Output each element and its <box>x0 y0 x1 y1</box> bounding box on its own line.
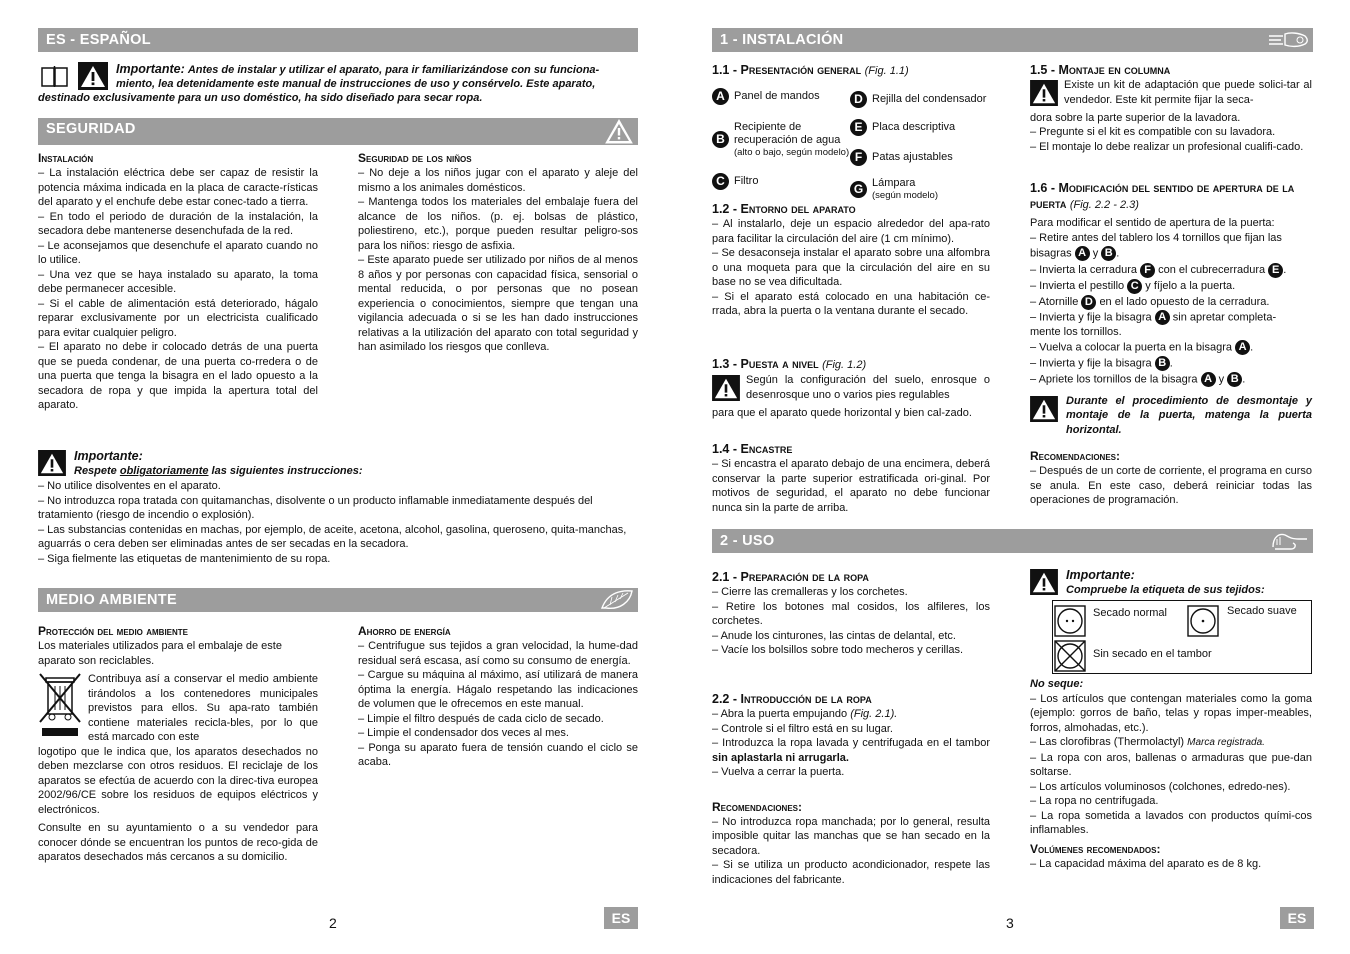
warning-icon <box>38 450 66 481</box>
importante-underlined: obligatoriamente <box>119 465 209 477</box>
part-letter: E <box>850 119 867 136</box>
letter-a: A <box>1235 340 1250 355</box>
header-instalacion <box>712 28 1313 52</box>
rec2-title: Recomendaciones: <box>712 799 803 814</box>
vol-title: Volúmenes recomendados: <box>1030 841 1161 856</box>
proteccion-p1: Los materiales utilizados para el embalaje de este aparato son reciclables. <box>38 640 282 667</box>
leaf-icon <box>600 588 634 620</box>
s16-line: sin apretar completa- <box>1172 311 1277 324</box>
section-1-6: 1.6 - Modificación del sentido de apertura de la puerta (Fig. 2.2 - 2.3) Para modificar el sentido de apertura de la puerta: – Retire antes del tablero los 4 tornillos que fijan las bisagras A y B . – Invierta la cerradura F con el cubrecerradura E . – Invierta el pestillo C y fíjelo a la puerta. – Atornille D en el lado opuesto de la cerradura. – Invierta y fije la bisagra A sin apretar completa- mente los tornillos. – Vuelva a colocar la puerta en la bisagra A . – Invierta y fije la bisagra B . – Apriete los tornillos de la bisagra A y B . Durante el procedimiento de desmontaje y montaje de la puerta, matenga la puerta horizontal. Recomendaciones: – Después de un corte de corriente, el programa en curso se anula. En este caso, deberá reiniciar todas las operaciones de programación. <box>1030 181 1312 507</box>
ninos-column <box>358 151 638 355</box>
rec2-item: – Si se utiliza un producto acondicionador, respete las indicaciones del fabricante. <box>712 859 990 886</box>
noseque-item: – Los artículos que contengan materiales como la goma (ejemplo: gorros de baño, telas y ropas imper-meables, forros, almohadas, etc.). <box>1030 692 1312 734</box>
part-row <box>850 86 986 112</box>
s22-title: Introducción de la ropa <box>740 692 872 706</box>
section-1-1 <box>712 62 992 79</box>
intro-text2: miento, lea detenidamente este manual de instrucciones de uso y consérvelo. Este aparato, <box>116 78 596 90</box>
importante-pre: Respete <box>74 465 120 477</box>
warning-icon <box>78 62 108 95</box>
page-number-left: 2 <box>329 915 337 931</box>
s13-num: 1.3 - <box>712 357 741 371</box>
instalacion-item: – Le aconsejamos que desenchufe el aparato cuando no lo utilice. <box>38 239 318 266</box>
rec2-item: – No introduzca ropa manchada; por lo general, resulta imposible quitar las manchas que se han secado en la secadora. <box>712 815 990 857</box>
ahorro-column <box>358 624 638 770</box>
instalacion-item: – Si el cable de alimentación está deteriorado, hágalo reparar exclusivamente por un electricista cualificado para evitar cualquier peligro. <box>38 297 318 339</box>
section-2-2 <box>712 691 990 887</box>
section-2-1 <box>712 569 990 658</box>
letter-b: B <box>1101 246 1116 261</box>
s16-line: y fíjelo a la puerta. <box>1145 279 1236 292</box>
importante-item: – Las substancias contenidas en machas, por ejemplo, de aceite, acetona, alcohol, gasolina, queroseno, quita-manchas, aguarrás o cera deben ser eliminadas antes de ser secadas en la secadora. <box>38 523 627 550</box>
s21-item: – Vacíe los bolsillos sobre todo mecheros y cerillas. <box>712 644 964 656</box>
header-uso <box>712 529 1313 553</box>
header-espanol-text: ES - ESPAÑOL <box>46 32 151 48</box>
intro-text1: Antes de instalar y utilizar el aparato, para ir familiarizándose con su funciona- <box>187 64 600 76</box>
part-label: Patas ajustables <box>872 150 953 163</box>
s12-item: – Se desaconseja instalar el aparato sobre una alfombra o una moqueta para que la circulación del aire en su base no se vea dificultada. <box>712 247 990 288</box>
s16-line: – Retire antes del tablero los 4 tornillos que fijan las bisagras <box>1030 231 1282 260</box>
part-row <box>712 86 852 107</box>
importante-list <box>38 479 638 566</box>
s16-fig: (Fig. 2.2 - 2.3) <box>1069 199 1139 211</box>
part-label: Filtro <box>734 175 759 187</box>
s21-item: – Retire los botones mal cosidos, los alfileres, los corchetes. <box>712 600 990 627</box>
hand-pointer-icon <box>1269 531 1309 559</box>
noseque-item: – La ropa no centrifugada. <box>1030 795 1159 807</box>
ninos-item: – Este aparato puede ser utilizado por niños de al menos 8 años y por personas con capacidad física, sensorial o mental reducida, o por personas que no posean experiencia o conocimientos, siempre que tengan una vigilancia adecuada o si se les han dado instrucciones relativas a la utilización del aparato con total seguridad y han asimilado los riesgos que conlleva. <box>358 254 638 353</box>
s22-line: – Controle si el filtro está en su lugar. <box>712 722 893 735</box>
s14-text: – Si encastra el aparato debajo de una encimera, deberá conservar la parte superior estratificada ori-ginal. Por motivos de seguridad, el aparato no debe funcionar nunca sin la parte de arriba. <box>712 458 990 514</box>
header-espanol <box>38 28 638 52</box>
part-label: Lámpara <box>872 176 916 189</box>
letter-f: F <box>1140 263 1155 278</box>
label-suave: Secado suave <box>1227 605 1297 617</box>
marca-registrada: Marca registrada. <box>1187 737 1265 748</box>
s16-line: mente los tornillos. <box>1030 326 1122 339</box>
s21-num: 2.1 - <box>712 570 741 584</box>
instalacion-column <box>38 151 318 413</box>
s15-text-a: Existe un kit de adaptación que puede solici-tar al vendedor. Este kit permite fijar la seca- <box>1064 79 1312 106</box>
header-uso-text: 2 - USO <box>720 533 775 549</box>
importante-label: Importante: <box>74 449 143 463</box>
warning-icon <box>1030 396 1058 427</box>
s16-line: – Invierta y fije la bisagra <box>1030 311 1152 324</box>
s16-intro: Para modificar el sentido de apertura de la puerta: <box>1030 217 1275 229</box>
section-1-5 <box>1030 62 1312 154</box>
s15-text-b: dora sobre la parte superior de la lavadora. <box>1030 111 1241 124</box>
warning-icon <box>712 375 740 406</box>
wrench-hand-icon <box>1267 30 1309 58</box>
label-normal: Secado normal <box>1093 607 1167 619</box>
ahorro-item: – Centrifugue sus tejidos a gran velocidad, la hume-dad residual será escasa, así como su consumo de energía. <box>358 640 638 667</box>
ahorro-title: Ahorro de energía <box>358 624 451 638</box>
ahorro-item: – Limpie el filtro después de cada ciclo de secado. <box>358 712 604 725</box>
letter-a: A <box>1201 372 1216 387</box>
section-1-4 <box>712 441 990 515</box>
header-instalacion-text: 1 - INSTALACIÓN <box>720 32 844 48</box>
header-seguridad-text: SEGURIDAD <box>46 121 136 137</box>
instalacion-item: – El aparato no debe ir colocado detrás de una puerta que se pueda condenar, de una puerta co-rredera o de una puerta que tenga la bisagra en el lado opuesto a la secadora de ropa y que impida la apertura total del aparato. <box>38 341 318 411</box>
noseque-title: No seque: <box>1030 678 1084 690</box>
part-sub: (según modelo) <box>872 189 939 201</box>
instalacion-item: – En todo el periodo de duración de la instalación, la secadora debe mantenerse desenchufada de la red. <box>38 210 318 237</box>
s12-num: 1.2 - <box>712 202 741 216</box>
s16-line: – Invierta el pestillo <box>1030 279 1125 292</box>
s16-line: – Invierta la cerradura <box>1030 263 1137 276</box>
s16-line: con el cubrecerradura <box>1158 263 1266 276</box>
s16-line: – Apriete los tornillos de la bisagra <box>1030 373 1198 386</box>
s22-line: – Vuelva a cerrar la puerta. <box>712 766 845 778</box>
s12-item: – Al instalarlo, deje un espacio alrededor del apa-rato para facilitar la circulación del aire (1 cm mínimo). <box>712 218 990 245</box>
s22-fig: (Fig. 2.1). <box>850 708 898 720</box>
rec1-title: Recomendaciones: <box>1030 449 1121 464</box>
s15-item: – El montaje lo debe realizar un profesional cualifi-cado. <box>1030 140 1304 153</box>
importante-item: – No introduzca ropa tratada con quitamanchas, disolvente o un producto inflamable inmediatamente después del tratamiento (riesgo de incendio o explosión). <box>38 494 593 521</box>
section-1-3 <box>712 356 990 420</box>
s16-line: – Invierta y fije la bisagra <box>1030 357 1152 370</box>
intro-text3: destinado exclusivamente para un uso doméstico, ha sido diseñado para secar ropa. <box>38 92 483 104</box>
warning-icon <box>1030 569 1058 600</box>
care-label-box <box>1052 600 1312 674</box>
proteccion-p2a: Contribuya así a conservar el medio ambiente tirándolos a los contenedores municipales previstos para ellos. Su apa-rato también contiene materiales recicla-bles, por lo que está marcado con este <box>88 673 318 743</box>
s13-text-b: para que el aparato quede horizontal y bien cal-zado. <box>712 406 972 419</box>
ahorro-item: – Cargue su máquina al máximo, así utilizará de manera óptima la energía. Hágalo respetando las indicaciones de volumen que le ofrecemos en este manual. <box>358 669 638 710</box>
s16-and: y <box>1092 247 1099 260</box>
proteccion-p3: Consulte en su ayuntamiento o a su vendedor para conocer dónde se encuentran los puntos de reco-gida de aparatos desechados más cercanos a su domicilio. <box>38 822 318 863</box>
s11-fig: (Fig. 1.1) <box>864 65 909 77</box>
lang-badge-right: ES <box>1280 907 1314 929</box>
s16-line: – Atornille <box>1030 295 1079 308</box>
part-label: Panel de mandos <box>734 90 820 102</box>
page-number-right: 3 <box>1006 915 1014 931</box>
s21-item: – Anude los cinturones, las cintas de delantal, etc. <box>712 629 956 642</box>
s11-title: Presentación general <box>740 63 862 77</box>
part-label: Placa descriptiva <box>872 120 956 133</box>
do-not-tumble-dry-icon <box>1054 640 1086 677</box>
importante-post: las siguientes instrucciones: <box>208 465 363 477</box>
s15-title: Montaje en columna <box>1058 63 1171 77</box>
proteccion-title: Protección del medio ambiente <box>38 624 189 638</box>
part-letter: A <box>712 88 729 105</box>
parts-list-right <box>850 86 995 206</box>
label-sin-secado: Sin secado en el tambor <box>1093 648 1212 660</box>
proteccion-column <box>38 624 318 865</box>
s14-num: 1.4 - <box>712 442 741 456</box>
s16-line: – Vuelva a colocar la puerta en la bisagra <box>1030 341 1232 354</box>
header-medio-ambiente <box>38 588 638 612</box>
part-row <box>712 107 852 171</box>
s22-line: – Abra la puerta empujando <box>712 708 848 720</box>
intro-label: Importante: <box>116 62 185 76</box>
noseque-item: – Las clorofibras (Thermolactyl) <box>1030 736 1185 748</box>
s16-num: 1.6 - <box>1030 181 1059 195</box>
letter-b: B <box>1155 356 1170 371</box>
ninos-title: Seguridad de los niños <box>358 151 472 165</box>
no-seque-section <box>1030 677 1312 871</box>
noseque-item: – La ropa sometida a lavados con productos quími-cos inflamables. <box>1030 809 1312 836</box>
vol-text: – La capacidad máxima del aparato es de 8 kg. <box>1030 857 1262 870</box>
ahorro-item: – Limpie el condensador dos veces al mes. <box>358 727 569 739</box>
s15-item: – Pregunte si el kit es compatible con su lavadora. <box>1030 126 1276 138</box>
part-letter: C <box>712 173 729 190</box>
warning-icon <box>1030 80 1058 111</box>
s22-line: – Introduzca la ropa lavada y centrifugada en el tambor <box>712 737 990 749</box>
s21-title: Preparación de la ropa <box>740 570 869 584</box>
parts-list-left <box>712 86 852 192</box>
noseque-item: – Los artículos voluminosos (colchones, edredo-nes). <box>1030 780 1291 793</box>
part-letter: F <box>850 149 867 166</box>
s14-title: Encastre <box>740 442 793 456</box>
s16-warning: Durante el procedimiento de desmontaje y montaje de la puerta, matenga la puerta horizontal. <box>1066 394 1312 436</box>
imp-label: Importante: <box>1066 568 1135 582</box>
letter-d: D <box>1081 295 1096 310</box>
wee-bin-icon <box>38 672 84 740</box>
ninos-item: – Mantenga todos los materiales del embalaje fuera del alcance de los niños. (p. ej. bolsas de plástico, poliestireno, etc.), porque pueden resultar peligro-sos para los niños: riesgo de asfixia. <box>358 196 638 252</box>
letter-b: B <box>1227 372 1242 387</box>
book-icon <box>40 64 70 93</box>
part-row <box>850 142 986 172</box>
s21-item: – Cierre las cremalleras y los corchetes. <box>712 586 908 598</box>
s22-num: 2.2 - <box>712 692 741 706</box>
part-letter: D <box>850 91 867 108</box>
letter-a: A <box>1155 310 1170 325</box>
part-label: Recipiente de recuperación de agua <box>734 121 841 146</box>
part-label: Rejilla del condensador <box>872 92 987 105</box>
header-seguridad <box>38 118 638 145</box>
rec1-text: – Después de un corte de corriente, el programa en curso se anula. En este caso, deberá reiniciar todas las operaciones de programación. <box>1030 465 1312 507</box>
warning-triangle-icon <box>604 118 634 152</box>
imp-sub: Compruebe la etiqueta de sus tejidos: <box>1066 584 1265 596</box>
tumble-dry-low-icon <box>1187 605 1219 642</box>
instalacion-item: – La instalación eléctrica debe ser capaz de resistir la potencia máxima indicada en la placa de caracte-rísticas del aparato y el enchufe debe estar conec-tado a tierra. <box>38 167 318 208</box>
importante-item: – No utilice disolventes en el aparato. <box>38 480 221 492</box>
part-letter: B <box>712 131 729 148</box>
s16-and: y <box>1218 373 1225 386</box>
instalacion-title: Instalación <box>38 151 94 165</box>
s12-title: Entorno del aparato <box>740 202 856 216</box>
s13-title: Puesta a nivel <box>740 357 819 371</box>
s12-item: – Si el aparato está colocado en una habitación ce-rrada, abra la puerta o la ventana durante el secado. <box>712 290 990 317</box>
lang-badge-left: ES <box>604 907 638 929</box>
part-sub: (alto o bajo, según modelo) <box>734 147 850 158</box>
s11-num: 1.1 - <box>712 63 741 77</box>
ahorro-item: – Ponga su aparato fuera de tensión cuando el ciclo se acaba. <box>358 741 638 768</box>
letter-a: A <box>1075 246 1090 261</box>
s16-title: Modificación del sentido de apertura de la puerta <box>1030 181 1295 211</box>
noseque-item: – La ropa con aros, ballenas o armaduras que pue-dan soltarse. <box>1030 751 1312 778</box>
part-row <box>850 112 986 142</box>
s13-fig: (Fig. 1.2) <box>822 359 867 371</box>
tumble-dry-normal-icon <box>1054 605 1086 642</box>
part-row <box>712 171 852 192</box>
s16-line: en el lado opuesto de la cerradura. <box>1099 295 1270 308</box>
header-medio-text: MEDIO AMBIENTE <box>46 592 177 608</box>
proteccion-p2b: logotipo que le indica que, los aparatos desechados no deben mezclarse con otros residuos. El reciclaje de los aparatos se efectúa de acuerdo con la direc-tiva europea 2002/96/CE sobre los residuos de equipos eléctricos y electrónicos. <box>38 745 318 816</box>
intro-line1 <box>116 62 638 78</box>
s13-text-a: Según la configuración del suelo, enrosque o desenrosque uno o varios pies regulables <box>746 374 990 401</box>
part-letter: G <box>850 181 867 198</box>
s22-bold: sin aplastarla ni arrugarla. <box>712 751 849 764</box>
letter-c: C <box>1127 279 1142 294</box>
section-1-2 <box>712 201 990 319</box>
letter-e: E <box>1268 263 1283 278</box>
ninos-item: – No deje a los niños jugar con el aparato y aleje del mismo a los animales domésticos. <box>358 167 638 194</box>
importante-sub <box>74 464 363 479</box>
importante-item: – Siga fielmente las etiquetas de mantenimiento de su ropa. <box>38 552 331 565</box>
instalacion-item: – Una vez que se haya instalado su aparato, la toma debe permanecer accesible. <box>38 268 318 295</box>
s15-num: 1.5 - <box>1030 63 1059 77</box>
